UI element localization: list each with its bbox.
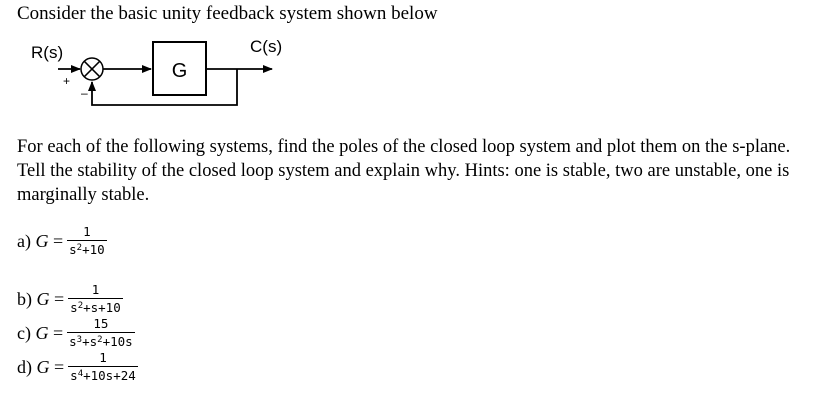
intro-text: Consider the basic unity feedback system shown below xyxy=(17,3,438,24)
output-label: C(s) xyxy=(250,37,283,56)
problem-label: c) G = xyxy=(17,322,64,343)
plus-sign: + xyxy=(63,74,71,88)
problem-b xyxy=(17,283,123,315)
numerator: 1 xyxy=(99,350,107,365)
problem-c xyxy=(17,317,135,349)
transfer-function xyxy=(67,225,107,257)
transfer-function xyxy=(68,351,138,383)
plant-label: G xyxy=(171,60,188,82)
transfer-function xyxy=(68,283,123,315)
problem-label: a) G = xyxy=(17,230,64,251)
numerator: 1 xyxy=(91,282,100,297)
denominator: $s^2+s+10$ xyxy=(70,300,121,315)
problem-label: d) G = xyxy=(17,356,65,377)
problem-d xyxy=(17,351,138,383)
instructions-paragraph: For each of the following systems, find the poles of the closed loop system and plot them on the s-plane. Tell the stability of the closed loop system and explain why. Hints: one is stable, two are unstable, one is marginally stable. xyxy=(17,137,791,205)
denominator: $s^2+10$ xyxy=(69,242,105,257)
numerator: 15 xyxy=(93,316,109,331)
problem-label: b) G = xyxy=(17,288,65,309)
numerator: 1 xyxy=(83,224,91,239)
input-label: R(s) xyxy=(31,43,64,62)
transfer-function xyxy=(67,317,135,349)
denominator: $s^3+s^2+10s$ xyxy=(69,334,133,349)
minus-sign: – xyxy=(81,86,88,100)
block-diagram xyxy=(0,0,300,115)
problem-a xyxy=(17,225,107,257)
denominator: $s^4+10s+24$ xyxy=(70,368,136,383)
